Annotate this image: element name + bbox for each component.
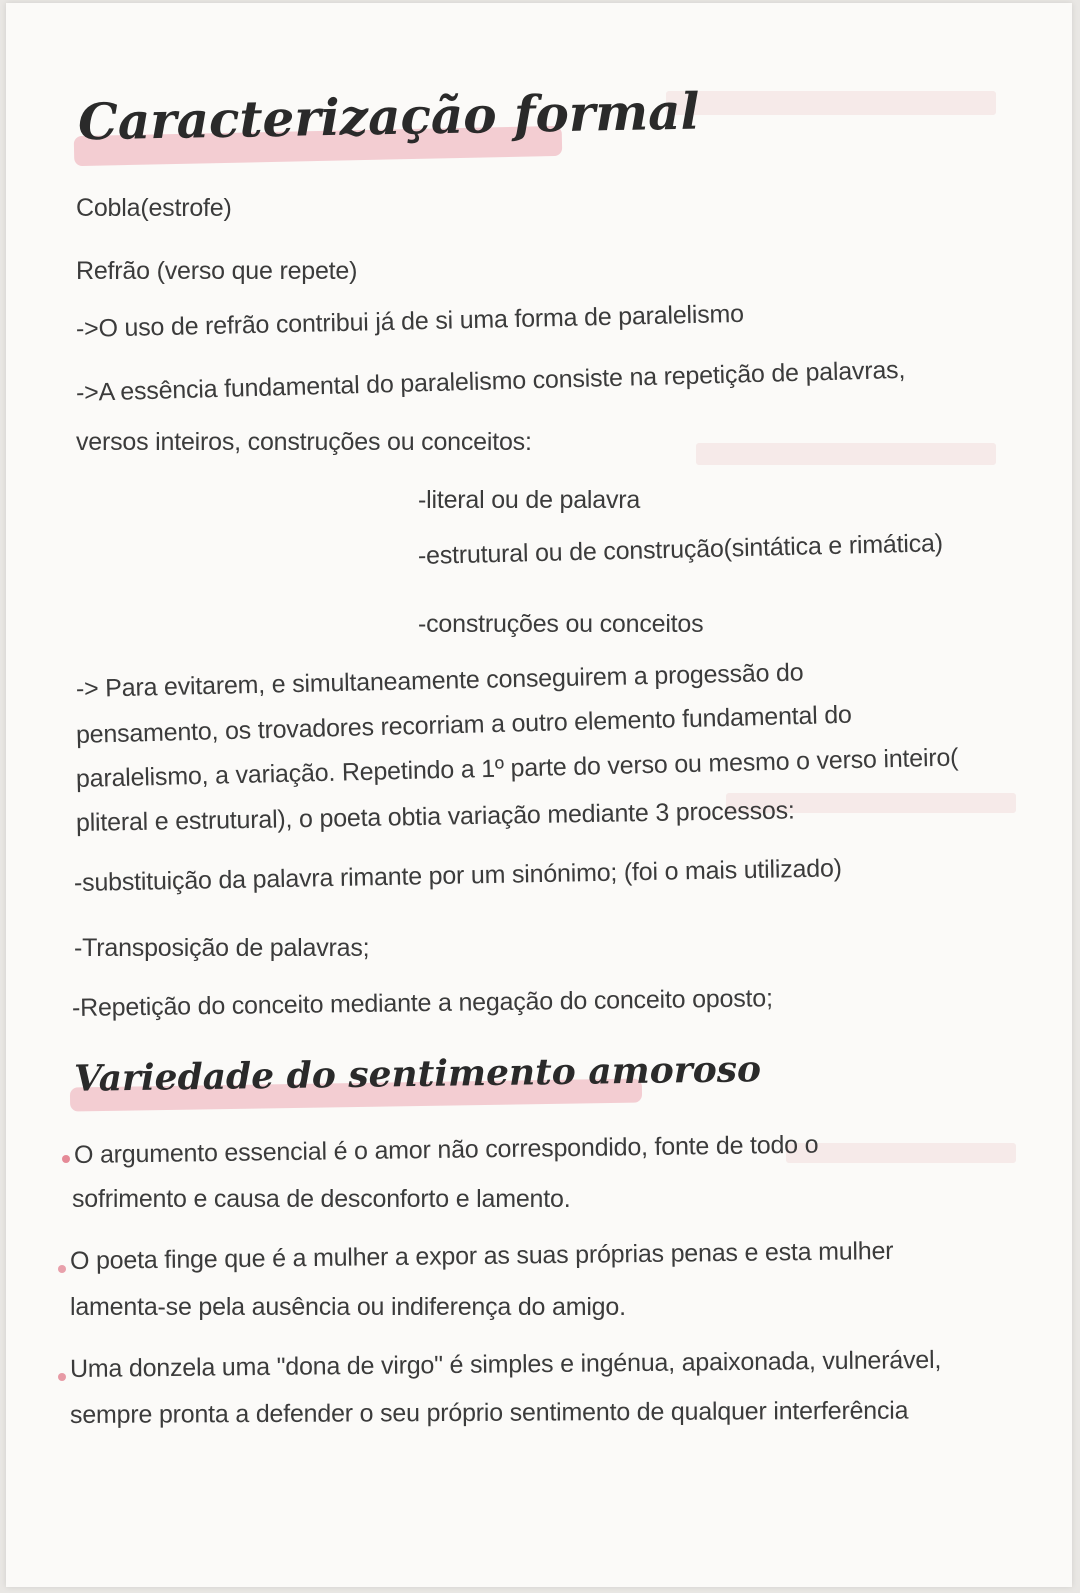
body-line: Cobla(estrofe) bbox=[76, 194, 232, 222]
bullet-dot bbox=[62, 1155, 70, 1163]
body-line: -substituição da palavra rimante por um sinónimo; (foi o mais utilizado) bbox=[73, 854, 843, 897]
body-line: ->O uso de refrão contribui já de si uma forma de paralelismo bbox=[75, 299, 745, 343]
bullet-line: sempre pronta a defender o seu próprio sentimento de qualquer interferência bbox=[69, 1396, 909, 1429]
body-line: paralelismo, a variação. Repetindo a 1º parte do verso ou mesmo o verso inteiro( bbox=[75, 743, 959, 793]
section-title: Caracterização formal bbox=[77, 81, 700, 152]
body-line: ->A essência fundamental do paralelismo consiste na repetição de palavras, bbox=[75, 355, 906, 407]
bullet-line: O poeta finge que é a mulher a expor as suas próprias penas e esta mulher bbox=[69, 1236, 894, 1275]
indented-list-item: -literal ou de palavra bbox=[418, 486, 641, 514]
bleed-through-mark bbox=[666, 91, 996, 115]
bullet-line: Uma donzela uma "dona de virgo" é simples e ingénua, apaixonada, vulnerável, bbox=[69, 1345, 942, 1383]
indented-list-item: -construções ou conceitos bbox=[418, 610, 704, 638]
bleed-through-mark bbox=[696, 443, 996, 465]
bullet-line: O argumento essencial é o amor não correspondido, fonte de todo o bbox=[73, 1130, 819, 1169]
body-line: -Repetição do conceito mediante a negação do conceito oposto; bbox=[71, 984, 773, 1022]
body-line: Refrão (verso que repete) bbox=[76, 257, 358, 285]
section-title: Variedade do sentimento amoroso bbox=[73, 1048, 762, 1100]
bullet-dot bbox=[58, 1373, 66, 1381]
body-line: versos inteiros, construções ou conceitos: bbox=[76, 428, 532, 456]
notebook-page bbox=[6, 3, 1072, 1587]
indented-list-item: -estrutural ou de construção(sintática e rimática) bbox=[417, 529, 944, 570]
bullet-dot bbox=[58, 1265, 66, 1273]
body-line: -Transposição de palavras; bbox=[74, 934, 370, 962]
bullet-line: lamenta-se pela ausência ou indiferença do amigo. bbox=[70, 1293, 626, 1321]
body-line: pliteral e estrutural), o poeta obtia variação mediante 3 processos: bbox=[75, 796, 795, 837]
body-line: pensamento, os trovadores recorriam a outro elemento fundamental do bbox=[75, 700, 853, 749]
body-line: -> Para evitarem, e simultaneamente conseguirem a progessão do bbox=[75, 658, 804, 703]
bullet-line: sofrimento e causa de desconforto e lamento. bbox=[72, 1185, 571, 1213]
bleed-through-mark bbox=[786, 1143, 1016, 1163]
